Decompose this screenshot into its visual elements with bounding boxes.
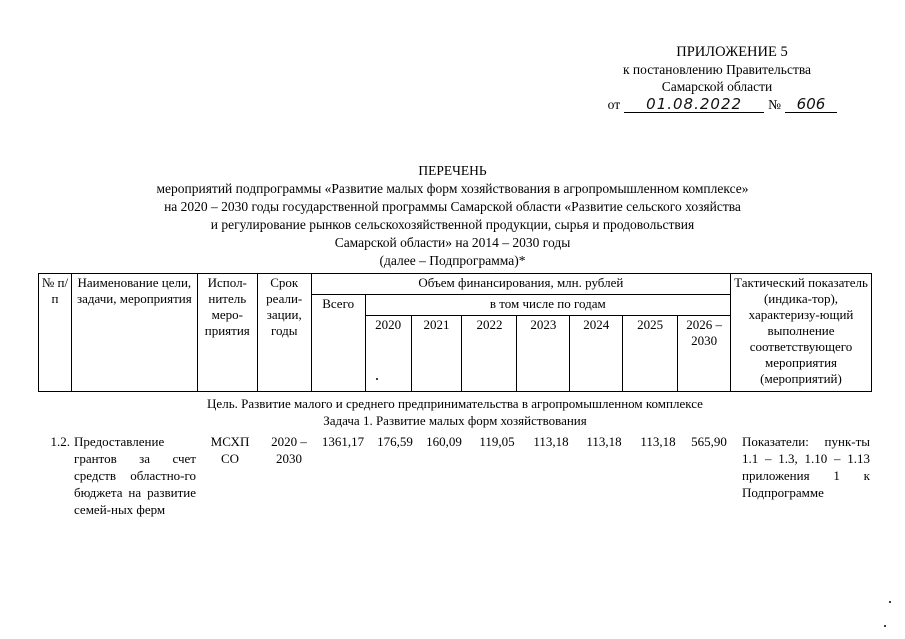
row-value-2025: 113,18 — [640, 434, 676, 449]
appendix-resolution: к постановлению Правительства — [622, 62, 812, 77]
col-header-year: 2024 — [570, 316, 623, 392]
row-term: 2020 – 2030 — [271, 434, 307, 466]
col-header-year: 2020 — [365, 316, 411, 392]
row-value-2020: 176,59 — [377, 434, 413, 449]
col-header-year: 2021 — [411, 316, 462, 392]
scan-speck — [884, 625, 886, 627]
col-header-name: Наименование цели, задачи, мероприятия — [71, 274, 197, 392]
measures-table-header — [38, 273, 872, 392]
table-body — [38, 395, 872, 517]
row-value-2021: 160,09 — [426, 434, 462, 449]
col-header-year: 2022 — [462, 316, 517, 392]
goal-line: Цель. Развитие малого и среднего предпринимательства в агропромышленном комплексе — [207, 396, 703, 411]
heading-title: ПЕРЕЧЕНЬ — [418, 163, 487, 178]
col-header-year: 2025 — [623, 316, 678, 392]
row-executor: МСХП СО — [210, 434, 250, 466]
row-number: 1.2. — [50, 434, 70, 449]
row-value-2022: 119,05 — [479, 434, 515, 449]
row-value-2024: 113,18 — [586, 434, 622, 449]
col-header-year: 2023 — [517, 316, 570, 392]
row-value-2026-2030: 565,90 — [691, 434, 727, 449]
from-label: от — [607, 97, 621, 112]
handwritten-number: 606 — [785, 96, 837, 113]
appendix-block — [597, 44, 837, 113]
heading-line-5: (далее – Подпрограмма)* — [379, 253, 526, 268]
col-header-num: № п/п — [39, 274, 72, 392]
heading-line-4: Самарской области» на 2014 – 2030 годы — [334, 235, 571, 250]
row-total: 1361,17 — [321, 434, 365, 449]
number-label: № — [768, 97, 781, 112]
col-header-total: Всего — [311, 295, 365, 392]
col-header-indicator: Тактический показатель (индика-тор), характеризу-ющий выполнение соответствующего мероприятия (мероприятий) — [731, 274, 872, 392]
heading-line-3: и регулирование рынков сельскохозяйственной продукции, сырья и продовольствия — [210, 217, 695, 232]
row-value-2023: 113,18 — [533, 434, 569, 449]
col-header-year: 2026 – 2030 — [678, 316, 731, 392]
document-heading — [0, 162, 905, 270]
heading-line-1: мероприятий подпрограммы «Развитие малых форм хозяйствования в агропромышленном комплексе» — [156, 181, 749, 196]
task-line: Задача 1. Развитие малых форм хозяйствования — [323, 413, 587, 428]
scan-speck — [889, 601, 891, 603]
heading-line-2: на 2020 – 2030 годы государственной программы Самарской области «Развитие сельского хозяйства — [164, 199, 741, 214]
appendix-date-row — [597, 96, 837, 113]
col-header-executor: Испол-нитель меро-приятия — [197, 274, 257, 392]
handwritten-date: 01.08.2022 — [624, 96, 764, 113]
col-header-by-years: в том числе по годам — [365, 295, 730, 316]
row-indicator: Показатели: пунк-ты 1.1 – 1.3, 1.10 – 1.13 приложения 1 к Подпрограмме — [742, 434, 870, 500]
col-header-volume: Объем финансирования, млн. рублей — [311, 274, 730, 295]
appendix-title: ПРИЛОЖЕНИЕ 5 — [676, 44, 788, 60]
scan-speck — [376, 378, 378, 380]
appendix-region: Самарской области — [661, 79, 773, 94]
col-header-term: Срок реали-зации, годы — [257, 274, 311, 392]
row-name: Предоставление грантов за счет средств областно-го бюджета на развитие семей-ных ферм — [74, 434, 196, 517]
